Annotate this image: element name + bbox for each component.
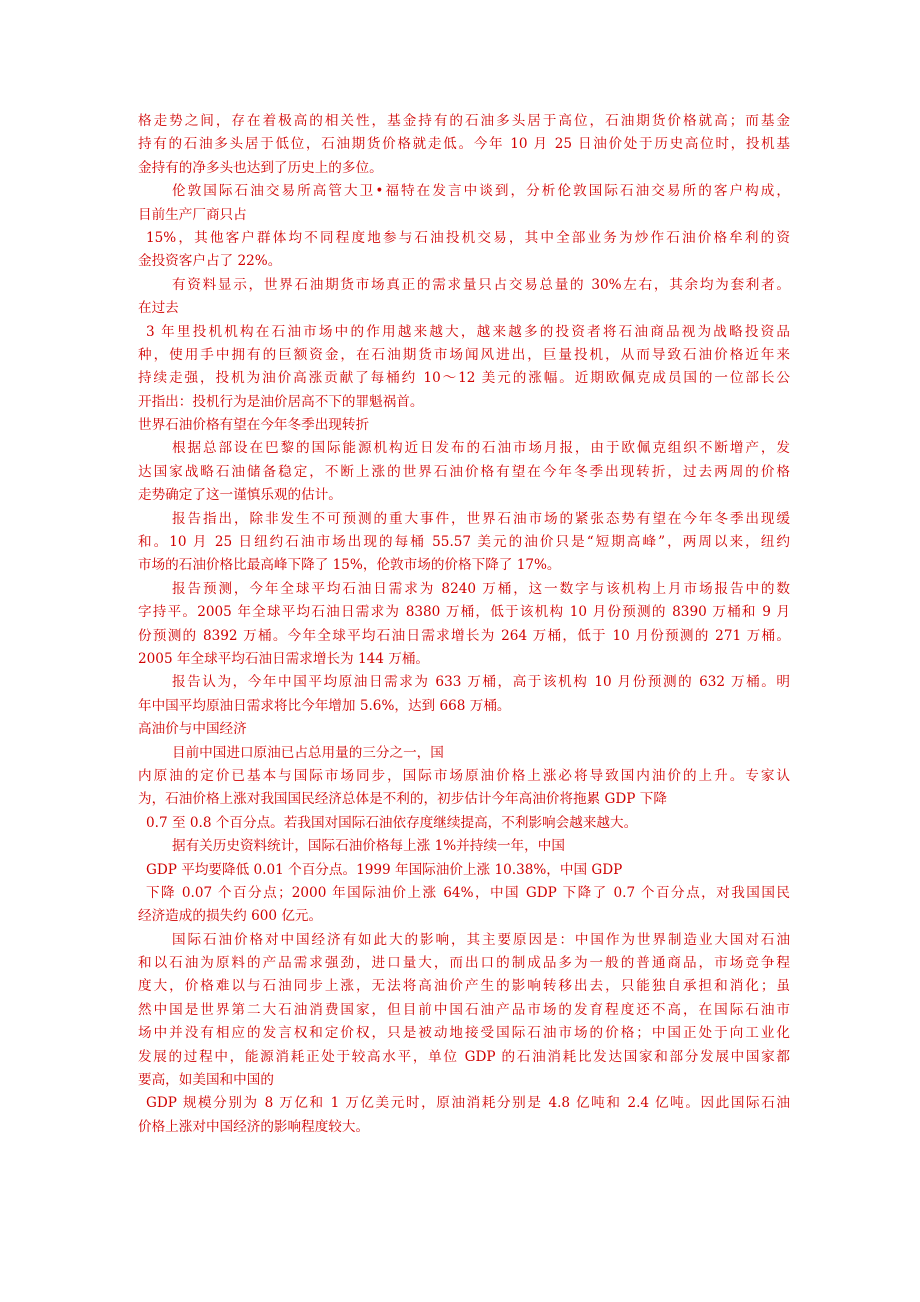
text-line: 格走势之间，存在着极高的相关性，基金持有的石油多头居于高位，石油期货价格就高；而基金	[138, 113, 790, 129]
text-line: 为，石油价格上涨对我国国民经济总体是不利的，初步估计今年高油价将拖累 GDP 下降	[138, 791, 667, 808]
text-line: 0.7 至 0.8 个百分点。若我国对国际石油依存度继续提高，不利影响会越来越大。	[146, 814, 638, 831]
text-line: 2005 年全球平均石油日需求增长为 144 万桶。	[138, 650, 430, 667]
text-line: 内原油的定价已基本与国际市场同步，国际市场原油价格上涨必将导致国内油价的上升。专家认	[138, 767, 790, 784]
text-line: 15%，其他客户群体均不同程度地参与石油投机交易，其中全部业务为炒作石油价格牟利的资	[146, 229, 790, 246]
text-line: 3 年里投机机构在石油市场中的作用越来越大，越来越多的投资者将石油商品视为战略投资品	[146, 323, 790, 340]
text-line: 据有关历史资料统计，国际石油价格每上涨 1%并持续一年，中国	[172, 838, 565, 855]
text-line: 持续走强，投机为油价高涨贡献了每桶约 10～12 美元的涨幅。近期欧佩克成员国的一位部长公	[138, 370, 790, 387]
text-line: 国际石油价格对中国经济有如此大的影响，其主要原因是：中国作为世界制造业大国对石油	[172, 931, 790, 948]
text-line: 价格上涨对中国经济的影响程度较大。	[138, 1118, 370, 1135]
text-line: GDP 规模分别为 8 万亿和 1 万亿美元时，原油消耗分别是 4.8 亿吨和 2.4 亿吨。因此国际石油	[146, 1095, 790, 1112]
text-line: 开指出：投机行为是油价居高不下的罪魁祸首。	[138, 393, 424, 410]
text-line: 和。10 月 25 日纽约石油市场出现的每桶 55.57 美元的油价只是“短期高峰”，两周以来，纽约	[138, 534, 790, 551]
document-body	[138, 110, 790, 1139]
text-line: 然中国是世界第二大石油消费国家，但目前中国石油产品市场的发育程度还不高，在国际石油市	[138, 1001, 790, 1018]
text-line: 金持有的净多头也达到了历史上的多位。	[138, 159, 383, 176]
text-line: 目前中国进口原油已占总用量的三分之一，国	[172, 744, 444, 761]
text-line: 种，使用手中拥有的巨额资金，在石油期货市场闻风进出，巨量投机，从而导致石油价格近年来	[138, 346, 790, 363]
text-line: 达国家战略石油储备稳定，不断上涨的世界石油价格有望在今年冬季出现转折，过去两周的价格	[138, 463, 790, 480]
text-line: 目前生产厂商只占	[138, 206, 247, 223]
text-line: 场中并没有相应的发言权和定价权，只是被动地接受国际石油市场的价格；中国正处于向工业化	[138, 1025, 790, 1042]
text-line: 高油价与中国经济	[138, 721, 247, 738]
text-line: 经济造成的损失约 600 亿元。	[138, 908, 323, 925]
text-line: 和以石油为原料的产品需求强劲，进口量大，而出口的制成品多为一般的普通商品，市场竞争程	[138, 955, 790, 972]
text-line: 持有的石油多头居于低位，石油期货价格就走低。今年 10 月 25 日油价处于历史高位时，投机基	[138, 136, 790, 153]
text-line: 发展的过程中，能源消耗正处于较高水平，单位 GDP 的石油消耗比发达国家和部分发展中国家都	[138, 1048, 790, 1065]
text-line: 报告认为，今年中国平均原油日需求为 633 万桶，高于该机构 10 月份预测的 632 万桶。明	[172, 674, 790, 691]
text-line: 在过去	[138, 300, 179, 317]
text-line: 要高，如美国和中国的	[138, 1072, 274, 1089]
text-line: 市场的石油价格比最高峰下降了 15%，伦敦市场的价格下降了 17%。	[138, 557, 561, 574]
text-line: 世界石油价格有望在今年冬季出现转折	[138, 417, 370, 434]
text-line: 伦敦国际石油交易所高管大卫•福特在发言中谈到，分析伦敦国际石油交易所的客户构成，	[172, 183, 790, 200]
text-line: 度大，价格难以与石油同步上涨，无法将高油价产生的影响转移出去，只能独自承担和消化；虽	[138, 978, 790, 995]
text-line: 有资料显示，世界石油期货市场真正的需求量只占交易总量的 30%左右，其余均为套利者。	[172, 276, 790, 293]
text-line: 份预测的 8392 万桶。今年全球平均石油日需求增长为 264 万桶，低于 10 月份预测的 271 万桶。	[138, 627, 790, 644]
text-line: GDP 平均要降低 0.01 个百分点。1999 年国际油价上涨 10.38%，中国 GDP	[146, 861, 623, 878]
text-line: 根据总部设在巴黎的国际能源机构近日发布的石油市场月报，由于欧佩克组织不断增产，发	[172, 440, 790, 457]
text-line: 走势确定了这一谨慎乐观的估计。	[138, 487, 342, 504]
text-line: 报告指出，除非发生不可预测的重大事件，世界石油市场的紧张态势有望在今年冬季出现缓	[172, 510, 790, 527]
text-line: 报告预测，今年全球平均石油日需求为 8240 万桶，这一数字与该机构上月市场报告中的数	[172, 580, 790, 597]
text-line: 年中国平均原油日需求将比今年增加 5.6%，达到 668 万桶。	[138, 697, 511, 714]
text-line: 字持平。2005 年全球平均石油日需求为 8380 万桶，低于该机构 10 月份预测的 8390 万桶和 9 月	[138, 604, 790, 621]
text-line: 下降 0.07 个百分点；2000 年国际油价上涨 64%，中国 GDP 下降了 0.7 个百分点，对我国国民	[146, 884, 790, 901]
text-line: 金投资客户占了 22%。	[138, 253, 282, 270]
